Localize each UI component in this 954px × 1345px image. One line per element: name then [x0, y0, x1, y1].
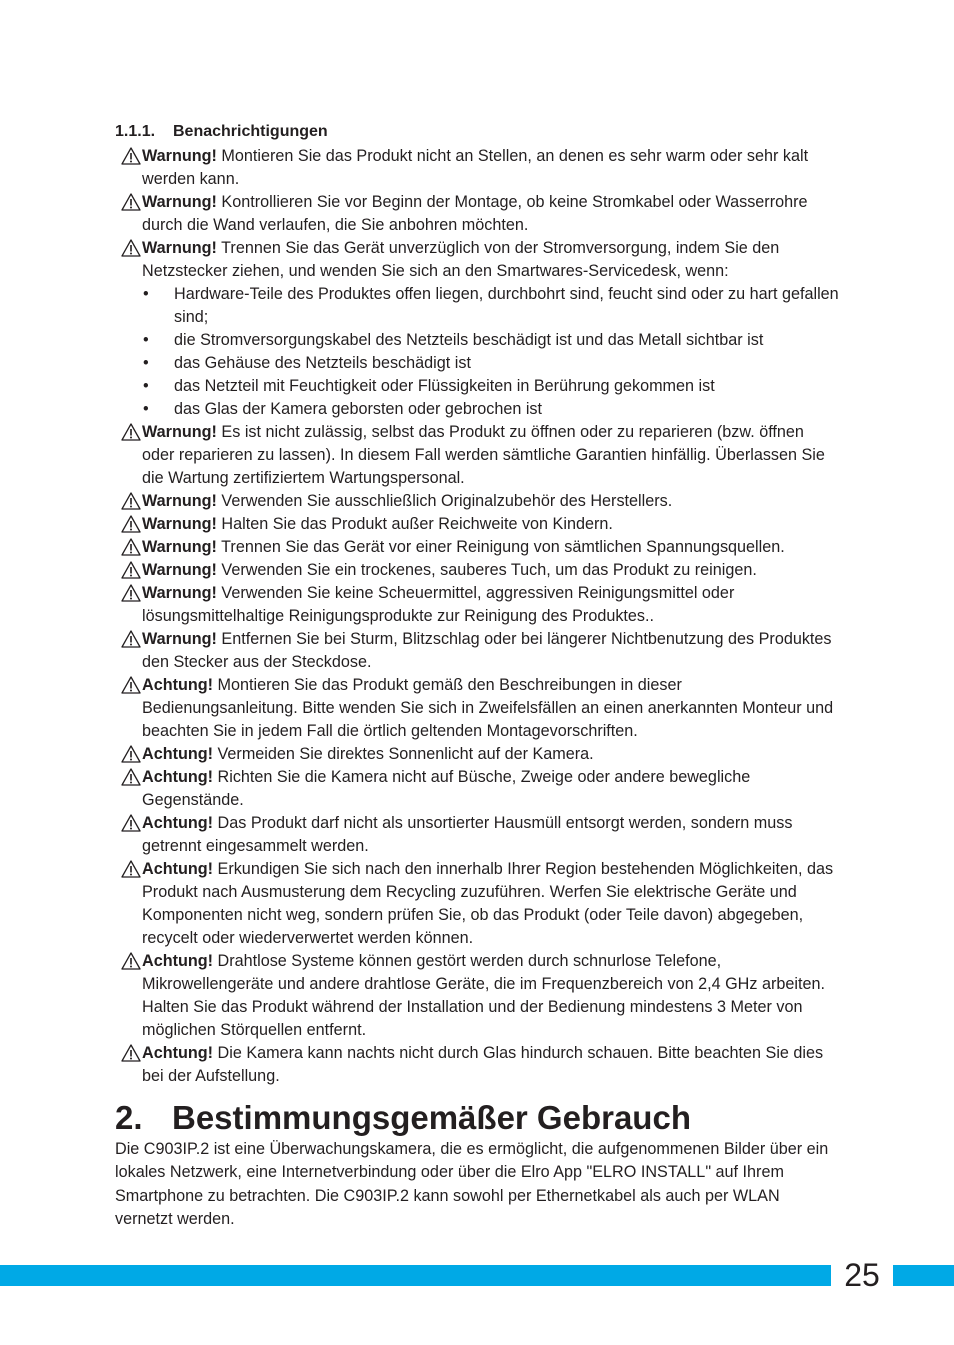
notice-item — [115, 1042, 840, 1088]
notice-item — [115, 743, 840, 766]
warning-triangle-icon — [121, 492, 141, 510]
warning-triangle-icon — [121, 515, 141, 533]
section-number: 2. — [115, 1099, 143, 1136]
notice-item — [115, 559, 840, 582]
notice-text: Kontrollieren Sie vor Beginn der Montage, ob keine Stromkabel oder Wasserrohre durch die Wand verlaufen, die Sie anbohren möchten. — [142, 193, 808, 234]
warning-triangle-icon — [121, 584, 141, 602]
warning-triangle-icon — [121, 147, 141, 165]
subsection-number: 1.1.1. — [115, 123, 156, 140]
notice-text: Verwenden Sie keine Scheuermittel, aggressiven Reinigungsmittel oder lösungsmittelhaltige Reinigungsprodukte zur Reinigung des Produktes.. — [142, 584, 735, 625]
notice-label: Warnung! — [142, 630, 217, 648]
notice-text: Trennen Sie das Gerät unverzüglich von der Stromversorgung, indem Sie den Netzstecker ziehen, und wenden Sie sich an den Smartwares-Servicedesk, wenn: — [142, 239, 780, 280]
notice-text: Es ist nicht zulässig, selbst das Produkt zu öffnen oder zu reparieren (bzw. öffnen oder reparieren zu lassen). In diesem Fall werden sämtliche Garantien hinfällig. Überlassen Sie die Wartung zertifiziertem Wartungspersonal. — [142, 423, 825, 487]
notice-label: Warnung! — [142, 561, 217, 579]
warning-triangle-icon — [121, 561, 141, 579]
section-heading — [115, 1098, 840, 1138]
warning-triangle-icon — [121, 538, 141, 556]
notice-label: Warnung! — [142, 423, 217, 441]
notice-text: Erkundigen Sie sich nach den innerhalb Ihrer Region bestehenden Möglichkeiten, das Produkt nach Ausmusterung dem Recycling zuzuführen. Werfen Sie elektrische Geräte und Komponenten nicht weg, sondern prüfen Sie, ob das Produkt (oder Teile davon) abgegeben, recycelt oder wiederverwertet werden können. — [142, 860, 834, 947]
notice-text: Verwenden Sie ausschließlich Originalzubehör des Herstellers. — [216, 492, 673, 510]
warning-triangle-icon — [121, 1044, 141, 1062]
list-item: • das Glas der Kamera geborsten oder gebrochen ist — [142, 398, 840, 421]
notice-text: Verwenden Sie ein trockenes, sauberes Tuch, um das Produkt zu reinigen. — [216, 561, 757, 579]
notice-item — [115, 490, 840, 513]
section-paragraph: Die C903IP.2 ist eine Überwachungskamera, die es ermöglicht, die aufgenommenen Bilder über ein lokales Netzwerk, eine Internetverbindung oder über die Elro App "ELRO INSTALL" auf Ihrem Smartphone zu betrachten. Die C903IP.2 kann sowohl per Ethernetkabel als auch per WLAN vernetzt werden. — [115, 1140, 829, 1228]
notice-item — [115, 191, 840, 237]
warning-triangle-icon — [121, 860, 141, 878]
notice-item — [115, 237, 840, 283]
warning-triangle-icon — [121, 768, 141, 786]
notice-text: Vermeiden Sie direktes Sonnenlicht auf der Kamera. — [213, 745, 594, 763]
notice-item — [115, 858, 840, 950]
notice-item — [115, 421, 840, 490]
page-content — [115, 120, 840, 1231]
notice-item — [115, 536, 840, 559]
page-number: 25 — [844, 1257, 880, 1293]
subsection-title: Benachrichtigungen — [173, 123, 328, 140]
notice-text: Montieren Sie das Produkt nicht an Stellen, an denen es sehr warm oder sehr kalt werden kann. — [142, 147, 809, 188]
notice-label: Warnung! — [142, 515, 217, 533]
notice-label: Achtung! — [142, 676, 214, 694]
warning-triangle-icon — [121, 952, 141, 970]
notice-label: Achtung! — [142, 860, 214, 878]
notice-item — [115, 812, 840, 858]
notice-item — [115, 766, 840, 812]
notice-text: Das Produkt darf nicht als unsortierter Hausmüll entsorgt werden, sondern muss getrennt eingesammelt werden. — [142, 814, 793, 855]
notice-label: Achtung! — [142, 745, 214, 763]
notice-text: Drahtlose Systeme können gestört werden durch schnurlose Telefone, Mikrowellengeräte und andere drahtlose Geräte, die im Frequenzbereich von 2,4 GHz arbeiten. Halten Sie das Produkt während der Installation und der Bedienung mindestens 3 Meter von möglichen Störquellen entfernt. — [142, 952, 825, 1039]
notice-text: Halten Sie das Produkt außer Reichweite von Kindern. — [216, 515, 613, 533]
notice-list — [115, 145, 840, 1088]
notice-text: Montieren Sie das Produkt gemäß den Beschreibungen in dieser Bedienungsanleitung. Bitte wenden Sie sich in Zweifelsfällen an einen anerkannten Monteur und beachten Sie in jedem Fall die örtlich geltenden Montagevorschriften. — [142, 676, 834, 740]
warning-triangle-icon — [121, 423, 141, 441]
notice-label: Warnung! — [142, 538, 217, 556]
condition-list — [115, 283, 840, 421]
notice-text: Die Kamera kann nachts nicht durch Glas hindurch schauen. Bitte beachten Sie dies bei der Aufstellung. — [142, 1044, 824, 1085]
footer-bar — [0, 1265, 954, 1286]
notice-item — [115, 582, 840, 628]
section-title: Bestimmungsgemäßer Gebrauch — [172, 1099, 691, 1136]
notice-text: Entfernen Sie bei Sturm, Blitzschlag oder bei längerer Nichtbenutzung des Produktes den Stecker aus der Steckdose. — [142, 630, 832, 671]
warning-triangle-icon — [121, 239, 141, 257]
notice-label: Achtung! — [142, 768, 214, 786]
notice-item — [115, 628, 840, 674]
notice-label: Warnung! — [142, 147, 217, 165]
notice-text: Richten Sie die Kamera nicht auf Büsche, Zweige oder andere bewegliche Gegenstände. — [142, 768, 751, 809]
notice-item — [115, 513, 840, 536]
notice-label: Warnung! — [142, 193, 217, 211]
notice-text: Trennen Sie das Gerät vor einer Reinigung von sämtlichen Spannungsquellen. — [216, 538, 785, 556]
notice-label: Achtung! — [142, 1044, 214, 1062]
notice-item — [115, 145, 840, 191]
subsection-heading — [115, 120, 840, 143]
list-item: • das Netzteil mit Feuchtigkeit oder Flüssigkeiten in Berührung gekommen ist — [142, 375, 840, 398]
warning-triangle-icon — [121, 676, 141, 694]
warning-triangle-icon — [121, 814, 141, 832]
list-item: • Hardware-Teile des Produktes offen liegen, durchbohrt sind, feucht sind oder zu hart gefallen sind; — [142, 283, 840, 329]
notice-label: Warnung! — [142, 492, 217, 510]
notice-label: Warnung! — [142, 239, 217, 257]
notice-label: Achtung! — [142, 814, 214, 832]
warning-triangle-icon — [121, 745, 141, 763]
notice-label: Warnung! — [142, 584, 217, 602]
list-item: • das Gehäuse des Netzteils beschädigt ist — [142, 352, 840, 375]
warning-triangle-icon — [121, 193, 141, 211]
notice-item — [115, 950, 840, 1042]
list-item: • die Stromversorgungskabel des Netzteils beschädigt ist und das Metall sichtbar ist — [142, 329, 840, 352]
warning-triangle-icon — [121, 630, 141, 648]
notice-label: Achtung! — [142, 952, 214, 970]
notice-item — [115, 674, 840, 743]
